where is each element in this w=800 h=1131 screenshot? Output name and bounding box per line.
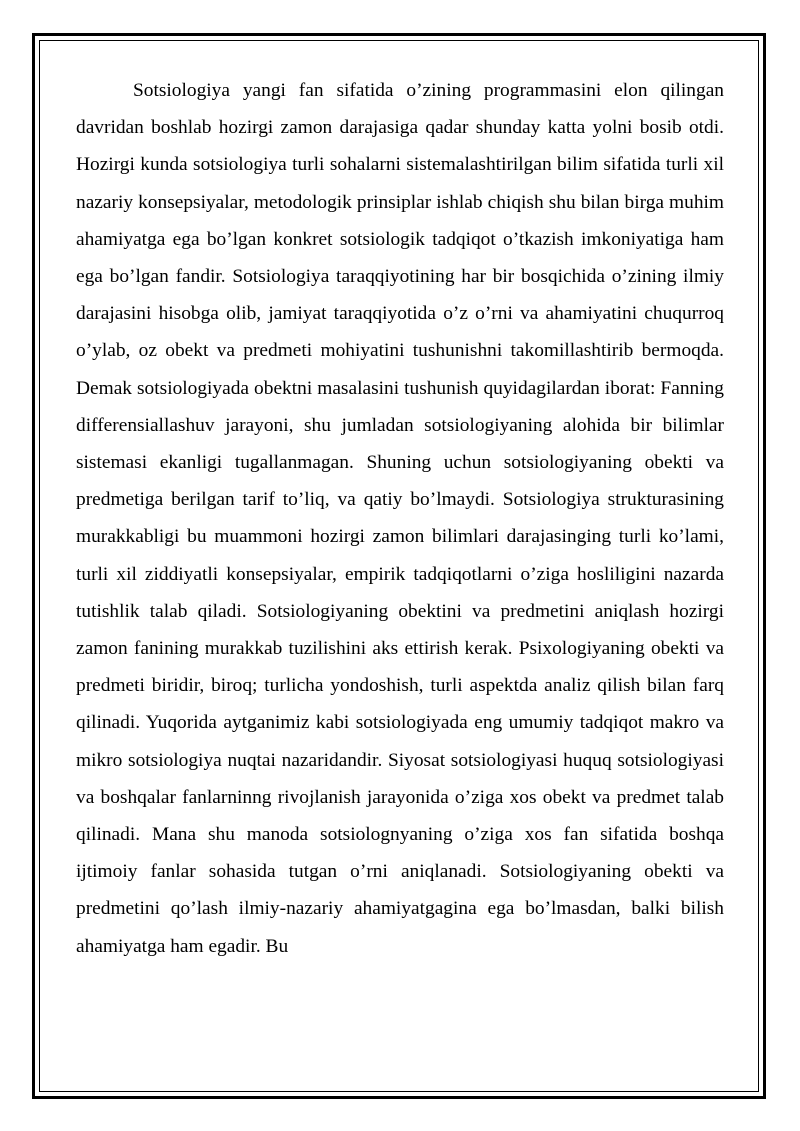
body-paragraph: Sotsiologiya yangi fan sifatida o’zining programmasini elon qilingan davridan boshlab hozirgi zamon darajasiga qadar shunday katta yolni bosib otdi. Hozirgi kunda sotsiologiya turli sohalarni sistemalashtirilgan bilim sifatida turli xil nazariy konsepsiyalar, metodologik prinsiplar ishlab chiqish shu bilan birga muhim ahamiyatga ega bo’lgan konkret sotsiologik tadqiqot o’tkazish imkoniyatiga ham ega bo’lgan fandir. Sotsiologiya taraqqiyotining har bir bosqichida o’zining ilmiy darajasini hisobga olib, jamiyat taraqqiyotida o’z o’rni va ahamiyatini chuqurroq o’ylab, oz obekt va predmeti mohiyatini tushunishni takomillashtirib bermoqda. Demak sotsiologiyada obektni masalasini tushunish quyidagilardan iborat: Fanning differensiallashuv jarayoni, shu jumladan sotsiologiyaning alohida bir bilimlar sistemasi ekanligi tugallanmagan. Shuning uchun sotsiologiyaning obekti va predmetiga berilgan tarif to’liq, va qatiy bo’lmaydi. Sotsiologiya strukturasining murakkabligi bu muammoni hozirgi zamon bilimlari darajasinging turli ko’lami, turli xil ziddiyatli konsepsiyalar, empirik tadqiqotlarni o’ziga hosliligini nazarda tutishlik talab qiladi. Sotsiologiyaning obektini va predmetini aniqlash hozirgi zamon fanining murakkab tuzilishini aks ettirish kerak. Psixologiyaning obekti va predmeti biridir, biroq; turlicha yondoshish, turli aspektda analiz qilish bilan farq qilinadi. Yuqorida aytganimiz kabi sotsiologiyada eng umumiy tadqiqot makro va mikro sotsiologiya nuqtai nazaridandir. Siyosat sotsiologiyasi huquq sotsiologiyasi va boshqalar fanlarninng rivojlanish jarayonida o’ziga xos obekt va predmet talab qilinadi. Mana shu manoda sotsiolognyaning o’ziga xos fan sifatida boshqa ijtimoiy fanlar sohasida tutgan o’rni aniqlanadi. Sotsiologiyaning obekti va predmetini qo’lash ilmiy-nazariy ahamiyatgagina ega bo’lmasdan, balki bilish ahamiyatga ham egadir. Bu: [76, 80, 724, 957]
document-body: [76, 72, 724, 965]
